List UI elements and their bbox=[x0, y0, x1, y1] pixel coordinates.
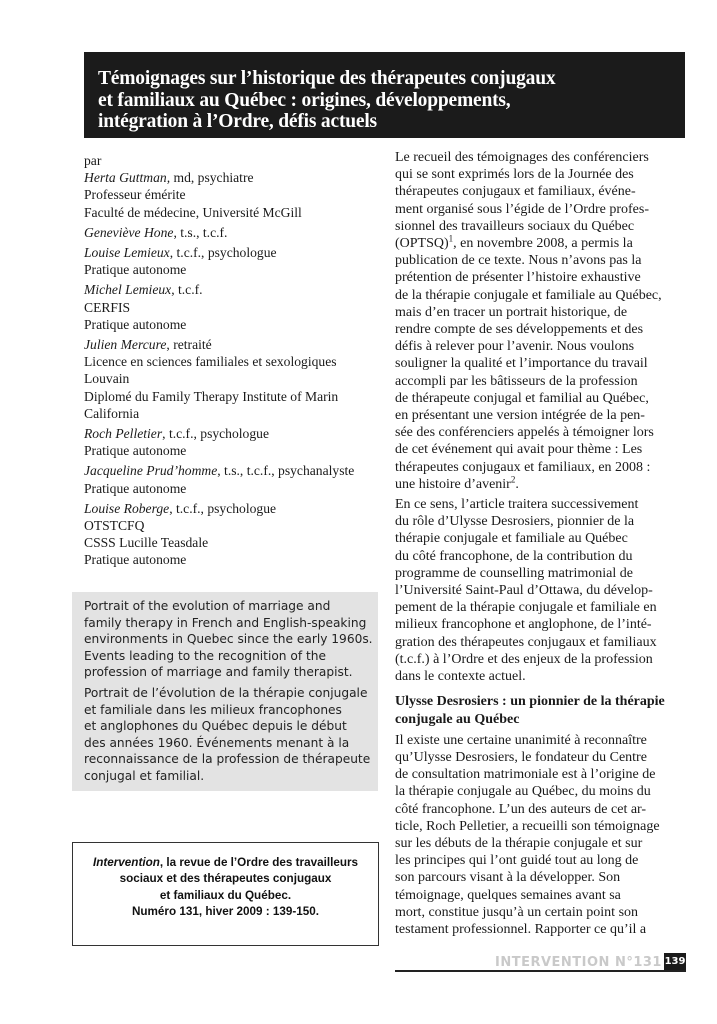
author-entry bbox=[84, 281, 374, 333]
text-line: thérapeutes conjugaux et familiaux, en 2008 : bbox=[395, 459, 651, 475]
author-entry bbox=[84, 425, 374, 459]
citation-text: , la revue de l’Ordre des travailleurs bbox=[159, 856, 359, 869]
citation-line: et familiaux du Québec. bbox=[159, 888, 292, 902]
page-number: 139 bbox=[664, 953, 686, 971]
text-line: sur les débuts de la thérapie conjugale et sur bbox=[395, 835, 643, 851]
text-line: Pratique autonome bbox=[84, 552, 187, 568]
author-name: Jacqueline Prud’homme bbox=[84, 463, 218, 479]
text-line: conjugal et familial. bbox=[84, 768, 205, 783]
author-name-line bbox=[84, 500, 374, 517]
author-credentials: , t.s., t.c.f. bbox=[173, 224, 228, 240]
abstract-french bbox=[84, 685, 371, 785]
footnote-ref[interactable]: 2 bbox=[510, 474, 516, 485]
text-line: et anglophones du Québec depuis le début bbox=[84, 719, 347, 734]
text-line: California bbox=[84, 405, 140, 421]
text-line: En ce sens, l’article traitera successivement bbox=[395, 497, 639, 513]
text-line: environments in Quebec since the early 1960s. bbox=[84, 632, 373, 647]
body-paragraph bbox=[395, 496, 687, 685]
text-line: du côté francophone, de la contribution du bbox=[395, 548, 633, 564]
body-column bbox=[395, 149, 687, 941]
author-name-line bbox=[84, 281, 374, 298]
text-line: de la thérapie conjugale et familiale au Québec, bbox=[395, 287, 662, 303]
text-line: Pratique autonome bbox=[84, 316, 187, 332]
text-line: testament professionnel. Rapporter ce qu’il a bbox=[395, 921, 647, 937]
text-line: publication de ce texte. Nous n’avons pas la bbox=[395, 253, 642, 269]
text-line: prétention de présenter l’histoire exhaustive bbox=[395, 270, 641, 286]
author-list bbox=[84, 152, 374, 572]
text-line: une histoire d’avenir$^2$. bbox=[395, 474, 519, 492]
text-line: son parcours visant à la développer. Son bbox=[395, 870, 621, 886]
text-line: Licence en sciences familiales et sexologiques bbox=[84, 354, 337, 370]
text-line: dans le contexte actuel. bbox=[395, 669, 526, 685]
author-entry bbox=[84, 462, 374, 496]
text-line: Diplomé du Family Therapy Institute of Marin bbox=[84, 388, 339, 404]
citation-line bbox=[79, 855, 372, 871]
text-line: milieux francophone et anglophone, de l’inté- bbox=[395, 617, 652, 633]
text-line: Louvain bbox=[84, 371, 130, 387]
text-line: Portrait of the evolution of marriage and bbox=[84, 599, 331, 613]
text-line: sée des conférenciers appelés à témoigner lors bbox=[395, 425, 654, 441]
title-line: Témoignages sur l’historique des thérapeutes conjugaux bbox=[98, 68, 556, 89]
text-line: du rôle d’Ulysse Desrosiers, pionnier de la bbox=[395, 514, 635, 530]
text-line: Le recueil des témoignages des conférenciers bbox=[395, 150, 649, 165]
text-line: mort, constitue jusqu’à un certain point son bbox=[395, 904, 639, 920]
text-line: CERFIS bbox=[84, 299, 131, 315]
text-line: Events leading to the recognition of the bbox=[84, 648, 327, 663]
text-line: programme de counselling matrimonial de bbox=[395, 565, 633, 581]
text-line: les principes qui l’ont guidé tout au long de bbox=[395, 853, 639, 869]
body-paragraph bbox=[395, 149, 687, 493]
author-credentials: , t.c.f., psychologue bbox=[169, 245, 277, 261]
author-name-line bbox=[84, 336, 374, 353]
citation-issue: Numéro 131, hiver 2009 : 139-150. bbox=[131, 905, 320, 919]
author-credentials: , t.c.f. bbox=[171, 282, 203, 298]
text-line: l’Université Saint-Paul d’Ottawa, du dévelop- bbox=[395, 583, 653, 599]
text-line: de thérapeute conjugal et familial au Québec, bbox=[395, 390, 649, 406]
author-name-line bbox=[84, 224, 374, 241]
abstract-english bbox=[84, 598, 373, 681]
text-line: défis à relever pour l’avenir. Nous voulons bbox=[395, 339, 635, 355]
author-entry bbox=[84, 244, 374, 278]
author-name: Geneviève Hone bbox=[84, 224, 174, 240]
article-title-banner bbox=[84, 52, 685, 138]
text-line: (OPTSQ)$^1$, en novembre 2008, a permis la bbox=[395, 233, 633, 252]
author-entry bbox=[84, 500, 374, 569]
section-heading bbox=[395, 693, 687, 727]
text-line: thérapeutes conjugaux et familiaux, événe- bbox=[395, 184, 636, 200]
text-line: la thérapie conjugale au Québec, du moins du bbox=[395, 784, 651, 800]
text-line: et familiale dans les milieux francophones bbox=[84, 702, 342, 717]
title-line: et familiaux au Québec : origines, développements, bbox=[98, 89, 511, 111]
text-line: sionnel des travailleurs sociaux du Québec bbox=[395, 218, 635, 234]
text-line: profession of marriage and family therapist. bbox=[84, 665, 353, 680]
text-line: Portrait de l’évolution de la thérapie conjugale bbox=[84, 685, 368, 700]
text-line: thérapie conjugale et familiale au Québec bbox=[395, 531, 628, 547]
text-line: de cet événement qui avait pour thème : Les bbox=[395, 442, 643, 458]
text-line: Pratique autonome bbox=[84, 262, 187, 278]
author-name: Roch Pelletier bbox=[84, 426, 163, 442]
text-line: Professeur émérite bbox=[84, 187, 186, 203]
text-line: OTSTCFQ bbox=[84, 518, 145, 534]
author-name: Louise Lemieux bbox=[84, 245, 170, 261]
text-line: souligner la qualité et l’importance du travail bbox=[395, 356, 648, 372]
text-line: Pratique autonome bbox=[84, 443, 187, 459]
author-name-line bbox=[84, 425, 374, 442]
author-name: Julien Mercure bbox=[84, 337, 167, 353]
text-line: mais d’en tracer un portrait historique, de bbox=[395, 304, 628, 320]
author-name: Michel Lemieux bbox=[84, 282, 172, 298]
author-credentials: , t.c.f., psychologue bbox=[162, 426, 269, 442]
text-line: qui se sont exprimés lors de la Journée des bbox=[395, 167, 634, 183]
author-credentials: md, psychiatre bbox=[170, 170, 254, 186]
text-line: Il existe une certaine unanimité à reconnaître bbox=[395, 732, 647, 748]
text-line: conjugale au Québec bbox=[395, 711, 520, 727]
text-line: ticle, Roch Pelletier, a recueilli son témoignage bbox=[395, 818, 660, 834]
author-credentials: , retraité bbox=[166, 337, 212, 353]
author-credentials: , t.s., t.c.f., psychanalyste bbox=[217, 463, 355, 479]
footer-rule bbox=[395, 970, 686, 972]
text-line: en présentant une version intégrée de la pen- bbox=[395, 408, 645, 424]
text-line: rendre compte de ses développements et des bbox=[395, 322, 644, 338]
author-name-line bbox=[84, 169, 374, 186]
text-line: témoignage, quelques semaines avant sa bbox=[395, 887, 621, 903]
footnote-ref[interactable]: 1 bbox=[448, 233, 454, 244]
text-line: family therapy in French and English-speaking bbox=[84, 615, 367, 630]
author-entry bbox=[84, 336, 374, 422]
byline: par bbox=[84, 153, 102, 168]
text-line: Faculté de médecine, Université McGill bbox=[84, 204, 302, 220]
author-name-line bbox=[84, 462, 374, 479]
text-line: ment organisé sous l’égide de l’Ordre profes- bbox=[395, 201, 649, 217]
author-name: Louise Roberge bbox=[84, 500, 170, 516]
text-line: (t.c.f.) à l’Ordre et des enjeux de la profession bbox=[395, 651, 653, 667]
author-name-line bbox=[84, 244, 374, 261]
author-entry bbox=[84, 169, 374, 221]
author-entry bbox=[84, 224, 374, 241]
text-line: Pratique autonome bbox=[84, 480, 187, 496]
journal-footer-label: INTERVENTION N°131 bbox=[495, 955, 662, 970]
author-name: Herta Guttman, bbox=[84, 170, 171, 186]
text-line: pement de la thérapie conjugale et familiale en bbox=[395, 600, 657, 616]
text-line: qu’Ulysse Desrosiers, le fondateur du Centre bbox=[395, 749, 647, 765]
text-line: accompli par les bâtisseurs de la profession bbox=[395, 373, 638, 389]
abstract-box bbox=[72, 592, 378, 791]
text-line: gration des thérapeutes conjugaux et familiaux bbox=[395, 634, 657, 650]
text-line: Ulysse Desrosiers : un pionnier de la thérapie bbox=[395, 694, 665, 710]
author-credentials: , t.c.f., psychologue bbox=[169, 500, 277, 516]
citation-box bbox=[72, 842, 379, 946]
body-paragraph bbox=[395, 732, 687, 938]
journal-name: Intervention bbox=[92, 856, 160, 869]
text-line: CSSS Lucille Teasdale bbox=[84, 535, 209, 551]
text-line: reconnaissance de la profession de thérapeute bbox=[84, 752, 371, 767]
title-line: intégration à l’Ordre, défis actuels bbox=[98, 111, 377, 132]
text-line: de consultation matrimoniale est à l’origine de bbox=[395, 767, 656, 783]
text-line: côté francophone. L’un des auteurs de cet ar- bbox=[395, 801, 647, 817]
text-line: des années 1960. Événements menant à la bbox=[84, 735, 350, 750]
citation-line: sociaux et des thérapeutes conjugaux bbox=[119, 872, 332, 886]
